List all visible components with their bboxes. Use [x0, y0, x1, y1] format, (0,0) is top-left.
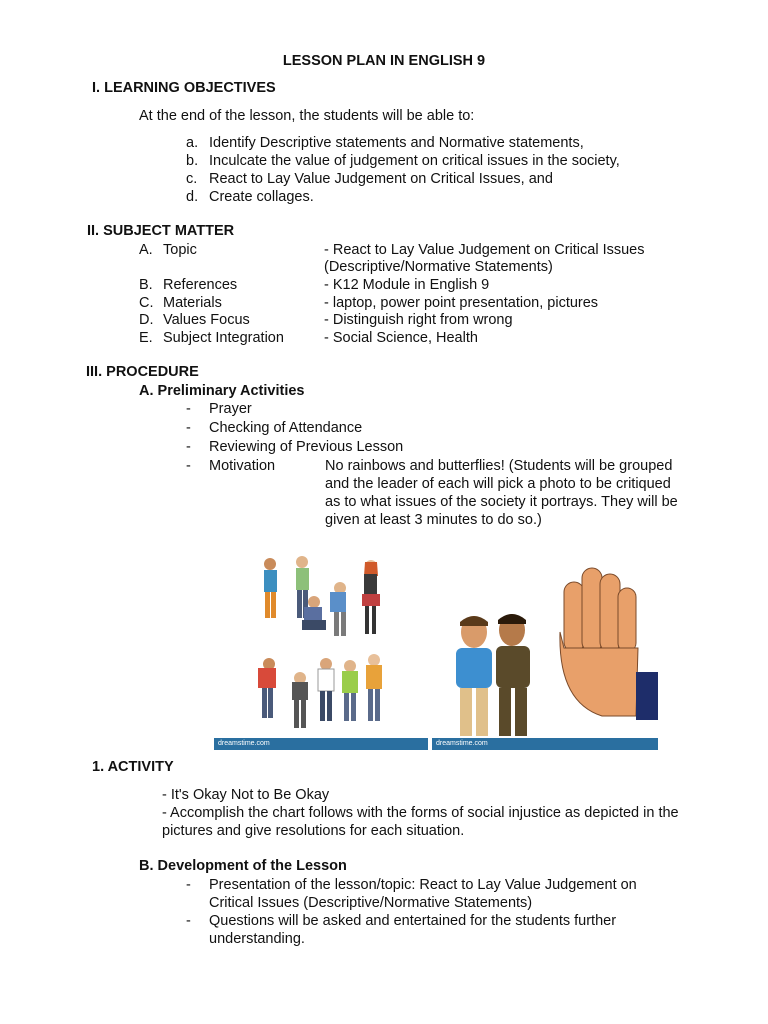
- subject-value: - React to Lay Value Judgement on Critical Issues: [324, 242, 645, 258]
- subject-key: Subject Integration: [163, 330, 284, 346]
- subject-key: Values Focus: [163, 312, 250, 328]
- list-dash: -: [186, 458, 191, 474]
- activity-line: - It's Okay Not to Be Okay: [162, 787, 330, 803]
- objective-text: Inculcate the value of judgement on critical issues in the society,: [209, 153, 620, 169]
- list-dash: -: [186, 877, 191, 893]
- development-heading: B. Development of the Lesson: [139, 858, 347, 874]
- motivation-label: Motivation: [209, 458, 276, 474]
- list-dash: -: [186, 401, 191, 417]
- objectives-intro: At the end of the lesson, the students will be able to:: [139, 108, 475, 124]
- bullying-illustration: [214, 552, 428, 750]
- subject-marker: A.: [139, 242, 153, 258]
- objective-text: Identify Descriptive statements and Normative statements,: [209, 135, 584, 151]
- section-objectives-heading: I. LEARNING OBJECTIVES: [92, 80, 276, 96]
- section-subject-matter-heading: II. SUBJECT MATTER: [87, 223, 235, 239]
- preliminary-item: Prayer: [209, 401, 252, 417]
- subject-value: - laptop, power point presentation, pictures: [324, 295, 599, 311]
- objective-text: React to Lay Value Judgement on Critical Issues, and: [209, 171, 553, 187]
- subject-marker: B.: [139, 277, 153, 293]
- watermark-bar: dreamstime.com: [214, 738, 428, 750]
- subject-key: Topic: [163, 242, 197, 258]
- document-title: LESSON PLAN IN ENGLISH 9: [282, 53, 486, 69]
- list-dash: -: [186, 913, 191, 929]
- section-procedure-heading: III. PROCEDURE: [86, 364, 199, 380]
- subject-value: - K12 Module in English 9: [324, 277, 490, 293]
- subject-marker: E.: [139, 330, 153, 346]
- subject-value: - Distinguish right from wrong: [324, 312, 513, 328]
- subject-key: Materials: [163, 295, 222, 311]
- subject-value: - Social Science, Health: [324, 330, 478, 346]
- objective-marker: b.: [186, 153, 199, 169]
- subject-marker: C.: [139, 295, 154, 311]
- preliminary-item: Checking of Attendance: [209, 420, 363, 436]
- objective-marker: a.: [186, 135, 199, 151]
- preliminary-activities-heading: A. Preliminary Activities: [139, 383, 305, 399]
- development-item: Presentation of the lesson/topic: React to Lay Value Judgement on Critical Issues (Descriptive/Normative Statements): [209, 877, 637, 911]
- list-dash: -: [186, 420, 191, 436]
- stop-hand-illustration: [432, 552, 658, 750]
- subject-value-continued: (Descriptive/Normative Statements): [324, 259, 553, 275]
- objective-marker: d.: [186, 189, 199, 205]
- development-item: Questions will be asked and entertained for the students further understanding.: [209, 913, 617, 947]
- activity-instructions: - Accomplish the chart follows with the forms of social injustice as depicted in the pictures and give resolutions for each situation.: [162, 805, 679, 839]
- activity-heading: 1. ACTIVITY: [92, 759, 174, 775]
- list-dash: -: [186, 439, 191, 455]
- motivation-text: No rainbows and butterflies! (Students will be grouped and the leader of each will pick a photo to be critiqued as to what issues of the society it portrays. They will be given at least 3 minutes to do so.): [325, 458, 678, 528]
- subject-marker: D.: [139, 312, 154, 328]
- preliminary-item: Reviewing of Previous Lesson: [209, 439, 404, 455]
- watermark-bar: dreamstime.com: [432, 738, 658, 750]
- subject-key: References: [163, 277, 238, 293]
- objective-marker: c.: [186, 171, 198, 187]
- objective-text: Create collages.: [209, 189, 314, 205]
